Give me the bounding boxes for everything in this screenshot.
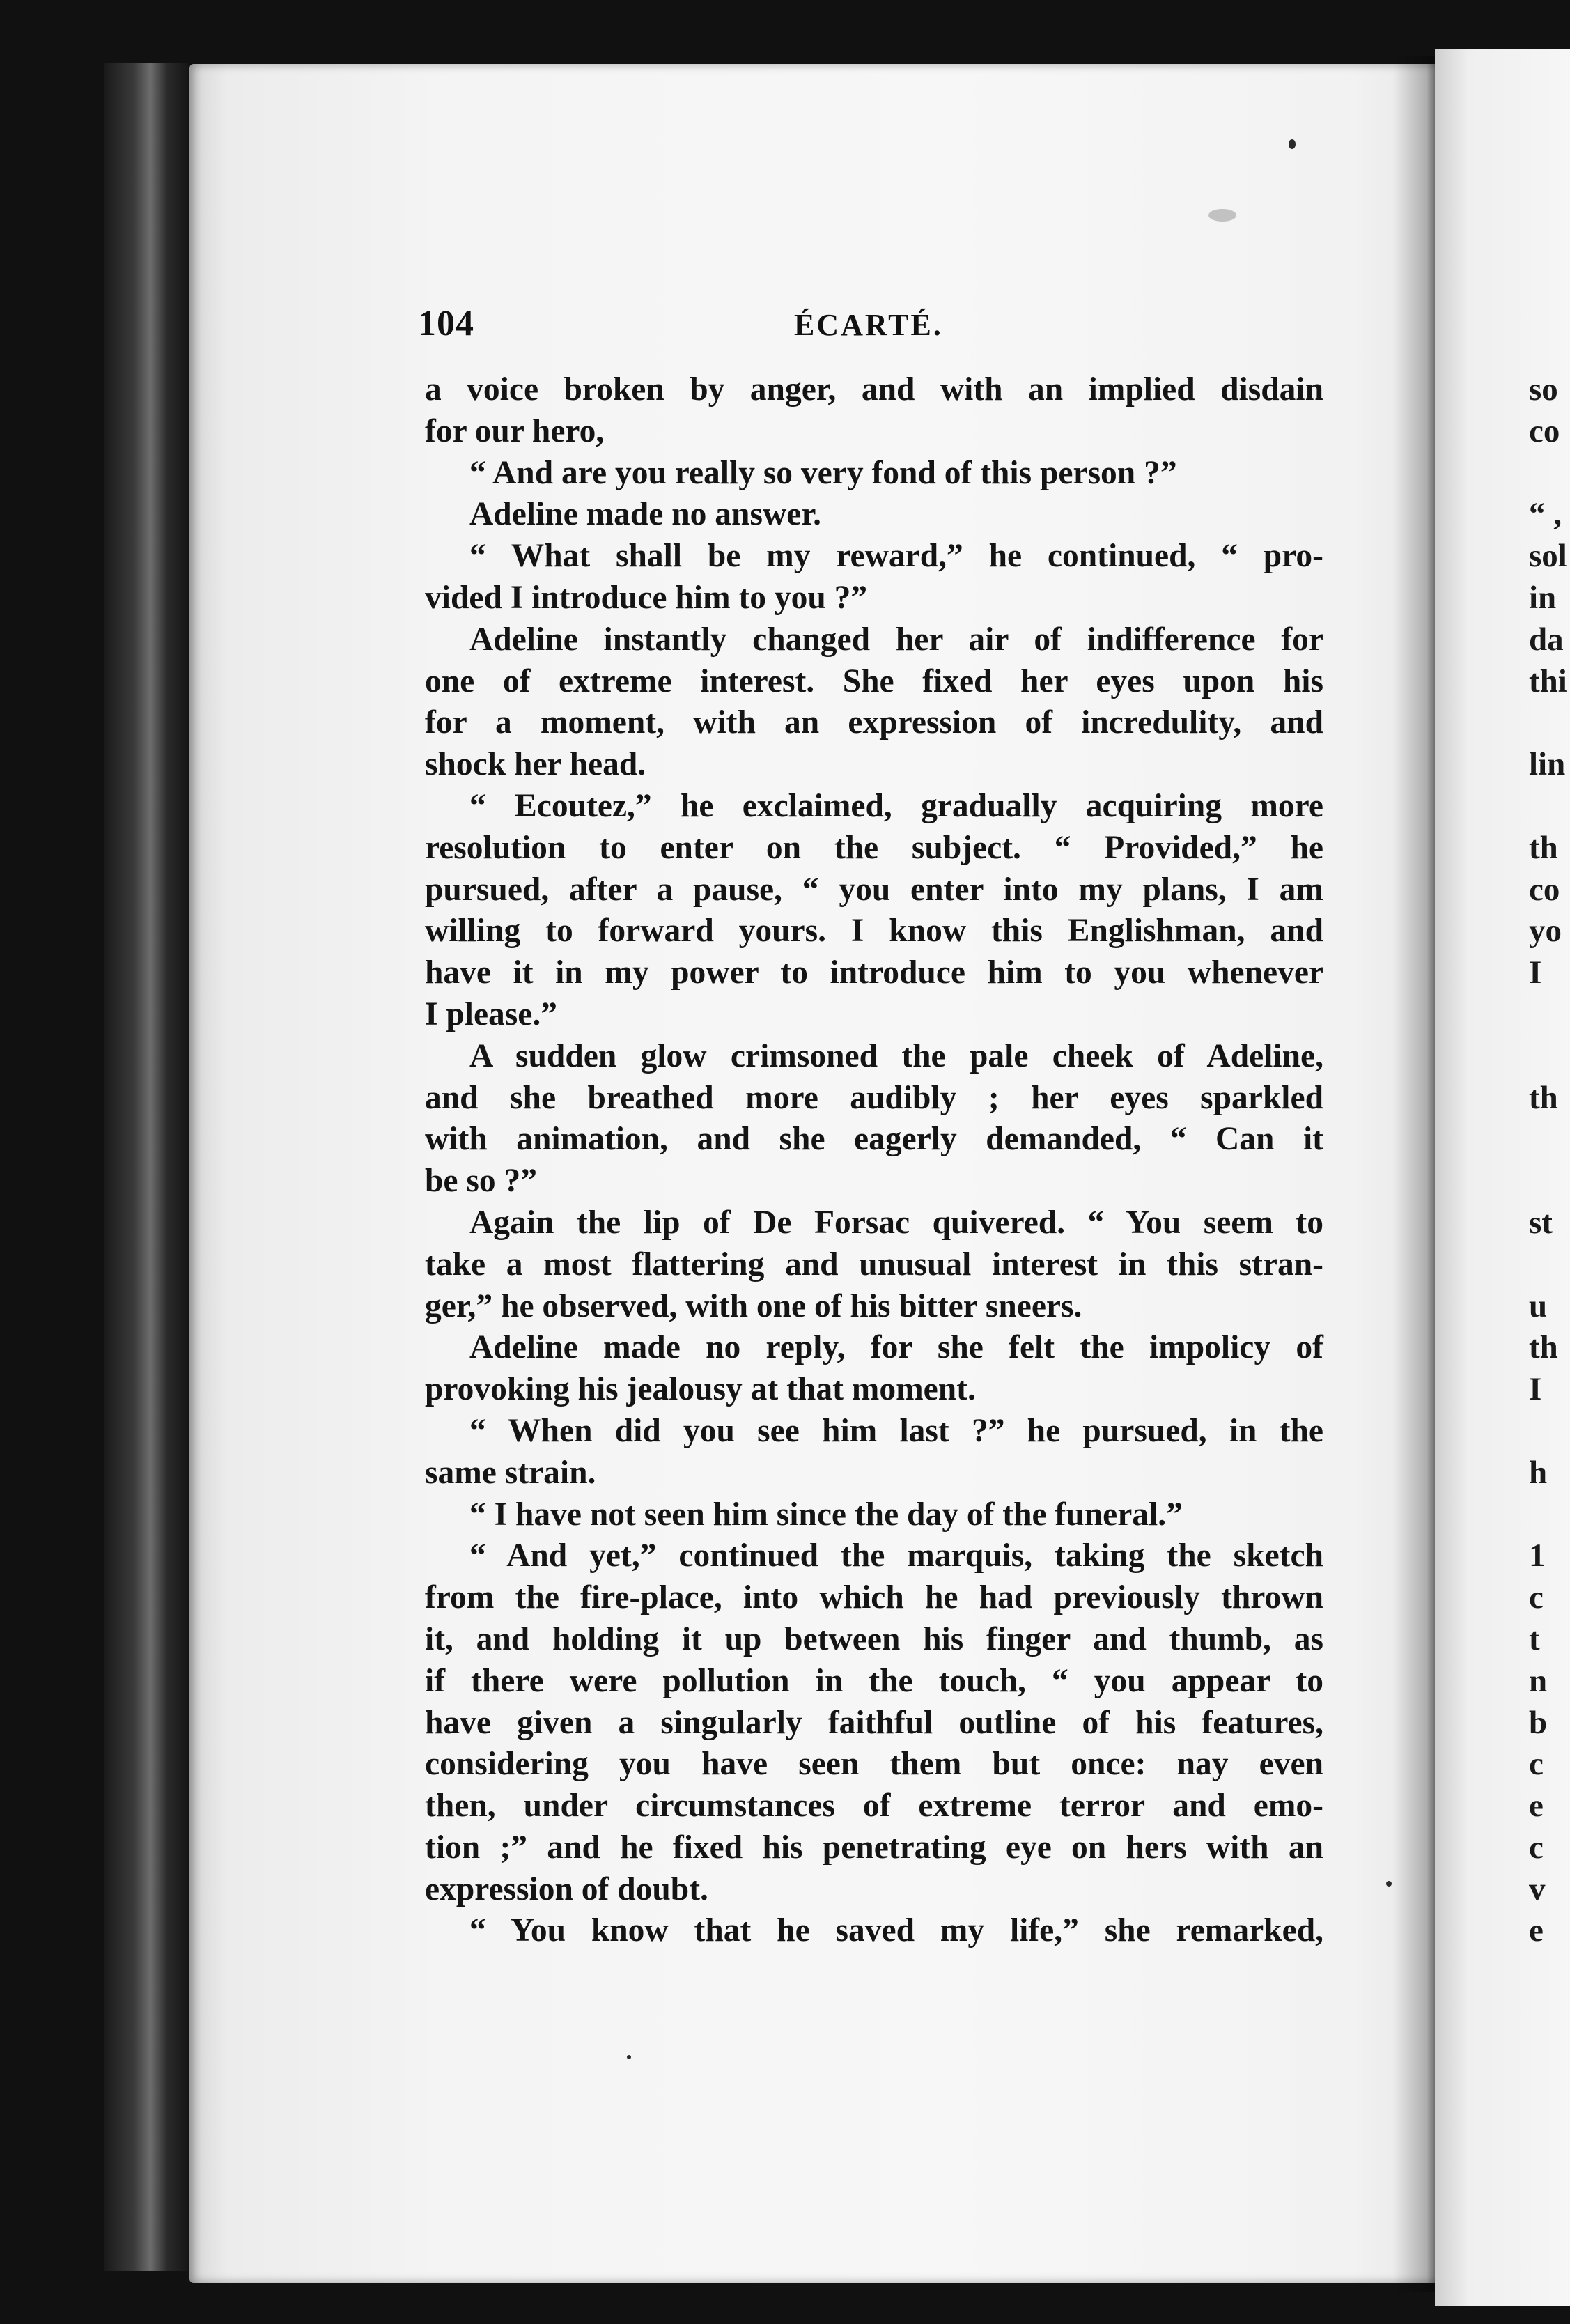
text-line: one of extreme interest. She fixed her eyes upon his bbox=[425, 663, 1323, 699]
text-line: “ I have not seen him since the day of the funeral.” bbox=[469, 1496, 1183, 1533]
text-line: resolution to enter on the subject. “ Provided,” he bbox=[425, 829, 1323, 866]
text-line: “ And are you really so very fond of this person ?” bbox=[469, 454, 1177, 491]
facing-page-fragment: h bbox=[1529, 1454, 1548, 1491]
text-line: a voice broken by anger, and with an implied disdain bbox=[425, 371, 1323, 408]
text-line: for a moment, with an expression of incredulity, and bbox=[425, 704, 1323, 741]
facing-page-fragment: co bbox=[1529, 412, 1560, 449]
text-line: then, under circumstances of extreme terror and emo- bbox=[425, 1788, 1323, 1825]
text-line: “ What shall be my reward,” he continued, “ pro- bbox=[469, 538, 1323, 575]
facing-page-fragment: c bbox=[1529, 1579, 1544, 1616]
facing-page-fragment: “ , bbox=[1529, 496, 1562, 533]
facing-page-fragment: st bbox=[1529, 1204, 1553, 1241]
text-line: shock her head. bbox=[425, 746, 646, 783]
facing-page-fragment: th bbox=[1529, 1329, 1558, 1366]
text-line: Adeline instantly changed her air of indifference for bbox=[469, 621, 1323, 658]
facing-page-fragment: e bbox=[1529, 1788, 1544, 1825]
text-line: expression of doubt. bbox=[425, 1870, 708, 1907]
text-line: considering you have seen them but once: nay even bbox=[425, 1746, 1323, 1783]
facing-page-fragment bbox=[1529, 1494, 1570, 1536]
text-line: “ Ecoutez,” he exclaimed, gradually acquiring more bbox=[469, 787, 1323, 824]
facing-page-fragment: c bbox=[1529, 1746, 1544, 1783]
facing-page-fragment bbox=[1529, 994, 1570, 1036]
text-line: from the fire-place, into which he had previously thrown bbox=[425, 1579, 1323, 1616]
facing-page-fragment: c bbox=[1529, 1829, 1544, 1866]
body-text bbox=[425, 369, 1323, 1952]
facing-page-fragment: thi bbox=[1529, 663, 1567, 699]
text-line: Again the lip of De Forsac quivered. “ You seem to bbox=[469, 1204, 1323, 1241]
text-line: same strain. bbox=[425, 1454, 596, 1491]
facing-page-fragment bbox=[1529, 1161, 1570, 1202]
text-line: “ And yet,” continued the marquis, taking the sketch bbox=[469, 1537, 1323, 1574]
facing-page-fragment: co bbox=[1529, 871, 1560, 908]
book-spine bbox=[104, 63, 188, 2271]
text-line: ger,” he observed, with one of his bitter sneers. bbox=[425, 1287, 1082, 1324]
text-line: have it in my power to introduce him to you whenever bbox=[425, 954, 1323, 991]
text-line: Adeline made no answer. bbox=[469, 496, 821, 533]
text-line: willing to forward yours. I know this Englishman, and bbox=[425, 913, 1323, 950]
text-line: have given a singularly faithful outline of his features, bbox=[425, 1704, 1323, 1741]
text-line: I please.” bbox=[425, 996, 557, 1032]
facing-page-fragment: t bbox=[1529, 1620, 1540, 1657]
text-line: with animation, and she eagerly demanded, “ Can it bbox=[425, 1121, 1323, 1158]
facing-page-fragment bbox=[1529, 1244, 1570, 1286]
ink-speck bbox=[1208, 209, 1236, 222]
text-line: “ You know that he saved my life,” she remarked, bbox=[469, 1912, 1323, 1949]
facing-page-fragment bbox=[1529, 453, 1570, 495]
facing-page-fragment: e bbox=[1529, 1912, 1544, 1949]
facing-page-fragment: in bbox=[1529, 579, 1557, 616]
facing-page-fragment: so bbox=[1529, 371, 1558, 408]
facing-page-text-fragments bbox=[1529, 369, 1570, 1952]
page-header bbox=[418, 303, 1323, 352]
facing-page-fragment bbox=[1529, 1411, 1570, 1452]
text-line: if there were pollution in the touch, “ you appear to bbox=[425, 1662, 1323, 1699]
text-line: for our hero, bbox=[425, 412, 605, 449]
page-number: 104 bbox=[418, 304, 474, 343]
facing-page-fragment: I bbox=[1529, 954, 1542, 991]
facing-page-fragment: sol bbox=[1529, 538, 1567, 575]
text-line: and she breathed more audibly ; her eyes sparkled bbox=[425, 1079, 1323, 1116]
ink-speck bbox=[1386, 1881, 1392, 1887]
facing-page-fragment: I bbox=[1529, 1371, 1542, 1408]
facing-page-fragment: th bbox=[1529, 1079, 1558, 1116]
ink-speck bbox=[1289, 139, 1296, 149]
text-line: provoking his jealousy at that moment. bbox=[425, 1371, 976, 1408]
facing-page-fragment bbox=[1529, 702, 1570, 744]
text-line: be so ?” bbox=[425, 1163, 537, 1200]
text-line: “ When did you see him last ?” he pursued, in the bbox=[469, 1412, 1323, 1449]
text-line: Adeline made no reply, for she felt the impolicy of bbox=[469, 1329, 1323, 1366]
facing-page-fragment: n bbox=[1529, 1662, 1548, 1699]
ink-speck bbox=[627, 2055, 631, 2059]
text-line: it, and holding it up between his finger and thumb, as bbox=[425, 1620, 1323, 1657]
facing-page-fragment bbox=[1529, 786, 1570, 828]
facing-page-fragment: lin bbox=[1529, 746, 1566, 783]
facing-page-fragment bbox=[1529, 1119, 1570, 1161]
text-line: pursued, after a pause, “ you enter into my plans, I am bbox=[425, 871, 1323, 908]
facing-page-fragment: th bbox=[1529, 829, 1558, 866]
facing-page-fragment bbox=[1529, 1036, 1570, 1078]
facing-page-fragment: 1 bbox=[1529, 1537, 1546, 1574]
running-title: ÉCARTÉ. bbox=[794, 308, 943, 342]
facing-page-fragment: da bbox=[1529, 621, 1564, 658]
text-line: tion ;” and he fixed his penetrating eye on hers with an bbox=[425, 1829, 1323, 1866]
facing-page-fragment: u bbox=[1529, 1287, 1548, 1324]
text-line: A sudden glow crimsoned the pale cheek of Adeline, bbox=[469, 1037, 1323, 1074]
facing-page-fragment: v bbox=[1529, 1870, 1546, 1907]
text-line: vided I introduce him to you ?” bbox=[425, 579, 868, 616]
facing-page-fragment: b bbox=[1529, 1704, 1548, 1741]
facing-page-fragment: yo bbox=[1529, 913, 1562, 950]
text-line: take a most flattering and unusual interest in this stran- bbox=[425, 1246, 1323, 1283]
